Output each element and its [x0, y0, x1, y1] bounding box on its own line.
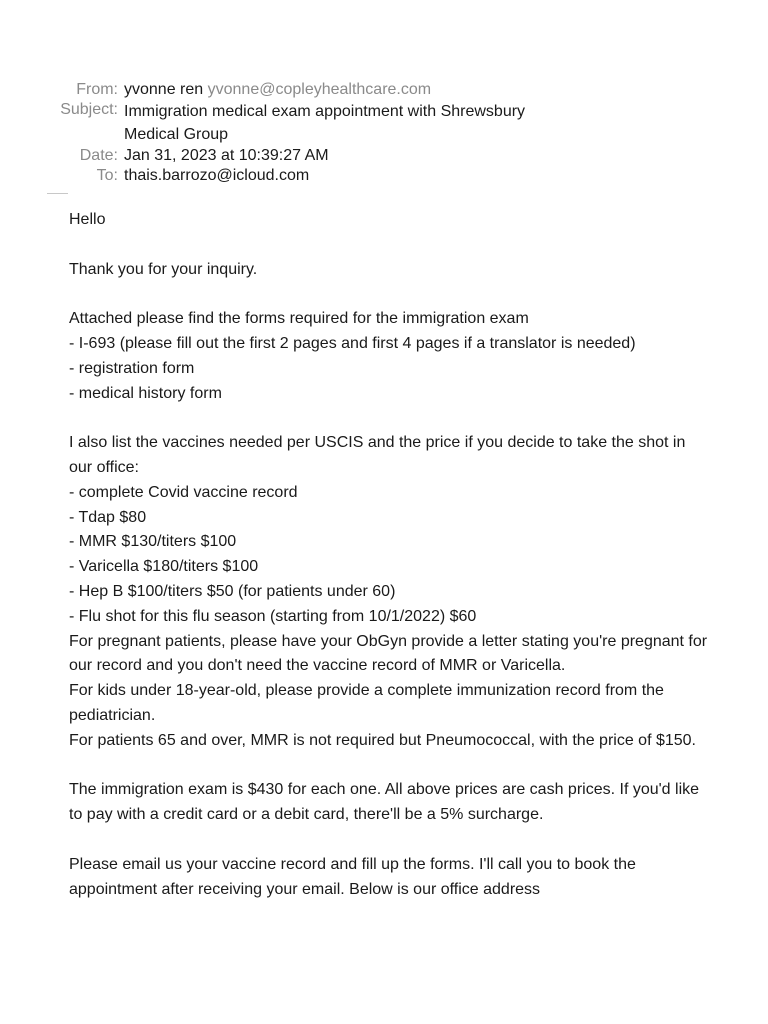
from-label: From: — [76, 81, 118, 98]
sender-name: yvonne ren — [124, 81, 204, 98]
header-divider — [47, 193, 68, 194]
list-item: - registration form — [69, 359, 195, 377]
list-item: - Varicella $180/titers $100 — [69, 558, 259, 576]
list-item: - Flu shot for this flu season (starting from 10/1/2022) $60 — [69, 607, 477, 625]
list-item: - Tdap $80 — [69, 508, 147, 526]
forms-intro: Attached please find the forms required for the immigration exam — [69, 310, 529, 328]
exam-price-note: The immigration exam is $430 for each one. All above prices are cash prices. If you'd like to pay with a credit card or a debit card, there'll be a 5% surcharge. — [69, 781, 700, 824]
list-item: - complete Covid vaccine record — [69, 483, 298, 501]
date-label: Date: — [79, 147, 118, 164]
vaccines-intro: I also list the vaccines needed per USCIS and the price if you decide to take the shot in our office: — [69, 434, 686, 476]
sender-email[interactable]: yvonne@copleyhealthcare.com — [207, 81, 432, 98]
list-item: - MMR $130/titers $100 — [69, 533, 237, 551]
to-row — [0, 166, 768, 186]
to-label: To: — [96, 167, 118, 184]
spacer — [69, 828, 709, 853]
spacer — [69, 282, 709, 307]
subject-value: Immigration medical exam appointment with Shrewsbury Medical Group — [124, 103, 526, 143]
from-value — [118, 80, 431, 100]
email-body — [69, 208, 709, 902]
recipient-email[interactable]: thais.barrozo@icloud.com — [124, 167, 310, 184]
date-value: Jan 31, 2023 at 10:39:27 AM — [124, 147, 329, 164]
from-row — [0, 80, 768, 100]
spacer — [69, 406, 709, 431]
closing-note: Please email us your vaccine record and fill up the forms. I'll call you to book the appointment after receiving your email. Below is our office address — [69, 855, 636, 898]
date-row — [0, 146, 768, 166]
list-item: - I-693 (please fill out the first 2 pages and first 4 pages if a translator is needed) — [69, 334, 636, 352]
kids-note: For kids under 18-year-old, please provide a complete immunization record from the pediatrician. — [69, 682, 664, 724]
email-header — [0, 80, 768, 186]
list-item: - medical history form — [69, 384, 222, 402]
subject-row — [0, 100, 768, 146]
thanks-line: Thank you for your inquiry. — [69, 260, 258, 278]
seniors-note: For patients 65 and over, MMR is not required but Pneumococcal, with the price of $150. — [69, 731, 696, 749]
greeting: Hello — [69, 211, 106, 228]
spacer — [69, 754, 709, 779]
subject-label: Subject: — [60, 101, 118, 118]
spacer — [69, 233, 709, 258]
list-item: - Hep B $100/titers $50 (for patients under 60) — [69, 582, 396, 600]
pregnant-note: For pregnant patients, please have your ObGyn provide a letter stating you're pregnant for our record and you don't need the vaccine record of MMR or Varicella. — [69, 632, 708, 675]
